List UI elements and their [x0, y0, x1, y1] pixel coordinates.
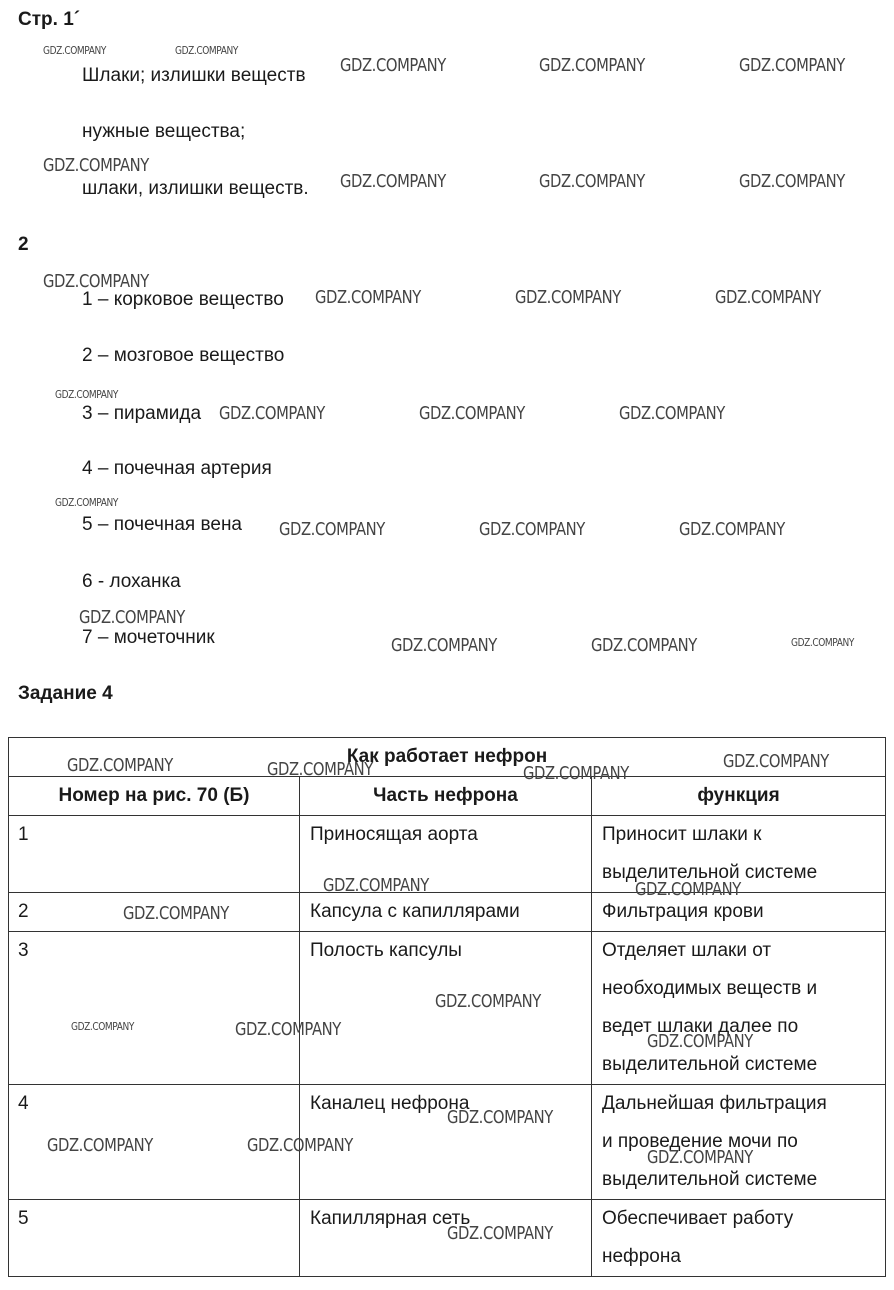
- answer-line-2: нужные вещества;: [82, 121, 246, 142]
- answer-line-3: шлаки, излишки веществ.: [82, 178, 309, 199]
- function-line: выделительной системе: [602, 862, 818, 883]
- row-number: 5: [9, 1200, 300, 1277]
- watermark: GDZ.COMPANY: [539, 171, 645, 192]
- kidney-part-2: 2 – мозговое вещество: [82, 345, 285, 366]
- header-function: функция: [592, 777, 886, 816]
- table-caption: Как работает нефрон: [9, 738, 886, 777]
- watermark: GDZ.COMPANY: [619, 403, 725, 424]
- watermark: GDZ.COMPANY: [71, 1020, 134, 1033]
- row-part: Капсула с капиллярами: [300, 893, 592, 932]
- section1-title: Стр. 1´: [18, 9, 81, 30]
- watermark: GDZ.COMPANY: [279, 519, 385, 540]
- watermark: GDZ.COMPANY: [435, 991, 541, 1012]
- kidney-part-5: 5 – почечная вена: [82, 514, 242, 535]
- watermark: GDZ.COMPANY: [175, 44, 238, 57]
- watermark: GDZ.COMPANY: [447, 1107, 553, 1128]
- row-number: 1: [9, 816, 300, 893]
- watermark: GDZ.COMPANY: [55, 388, 118, 401]
- watermark: GDZ.COMPANY: [235, 1019, 341, 1040]
- function-line: и проведение мочи по: [602, 1131, 798, 1152]
- watermark: GDZ.COMPANY: [523, 763, 629, 784]
- function-line: нефрона: [602, 1246, 681, 1267]
- watermark: GDZ.COMPANY: [515, 287, 621, 308]
- section2-title: 2: [18, 234, 29, 255]
- kidney-part-1: 1 – корковое вещество: [82, 289, 284, 310]
- watermark: GDZ.COMPANY: [647, 1147, 753, 1168]
- watermark: GDZ.COMPANY: [723, 751, 829, 772]
- watermark: GDZ.COMPANY: [315, 287, 421, 308]
- row-part: Полость капсулы: [300, 932, 592, 1085]
- watermark: GDZ.COMPANY: [43, 271, 149, 292]
- watermark: GDZ.COMPANY: [79, 607, 185, 628]
- function-line: Обеспечивает работу: [602, 1208, 794, 1229]
- watermark: GDZ.COMPANY: [739, 55, 845, 76]
- watermark: GDZ.COMPANY: [591, 635, 697, 656]
- header-number: Номер на рис. 70 (Б): [9, 777, 300, 816]
- watermark: GDZ.COMPANY: [123, 903, 229, 924]
- row-function: [592, 1085, 886, 1200]
- function-line: необходимых веществ и: [602, 978, 818, 999]
- row-number: 3: [9, 932, 300, 1085]
- row-part: Приносящая аорта: [300, 816, 592, 893]
- watermark: GDZ.COMPANY: [47, 1135, 153, 1156]
- watermark: GDZ.COMPANY: [391, 635, 497, 656]
- row-number: 4: [9, 1085, 300, 1200]
- function-line: Дальнейшая фильтрация: [602, 1093, 827, 1114]
- watermark: GDZ.COMPANY: [635, 879, 741, 900]
- watermark: GDZ.COMPANY: [323, 875, 429, 896]
- kidney-part-4: 4 – почечная артерия: [82, 458, 272, 479]
- watermark: GDZ.COMPANY: [539, 55, 645, 76]
- watermark: GDZ.COMPANY: [55, 496, 118, 509]
- kidney-part-3: 3 – пирамида: [82, 403, 202, 424]
- function-line: Приносит шлаки к: [602, 824, 762, 845]
- watermark: GDZ.COMPANY: [219, 403, 325, 424]
- row-part: Каналец нефрона: [300, 1085, 592, 1200]
- watermark: GDZ.COMPANY: [43, 155, 149, 176]
- row-function: [592, 1200, 886, 1277]
- watermark: GDZ.COMPANY: [647, 1031, 753, 1052]
- answer-line-1: Шлаки; излишки веществ: [82, 65, 306, 86]
- watermark: GDZ.COMPANY: [739, 171, 845, 192]
- watermark: GDZ.COMPANY: [267, 759, 373, 780]
- watermark: GDZ.COMPANY: [340, 55, 446, 76]
- function-line: Отделяет шлаки от: [602, 940, 772, 961]
- watermark: GDZ.COMPANY: [340, 171, 446, 192]
- watermark: GDZ.COMPANY: [715, 287, 821, 308]
- kidney-part-6: 6 - лоханка: [82, 571, 181, 592]
- watermark: GDZ.COMPANY: [247, 1135, 353, 1156]
- watermark: GDZ.COMPANY: [67, 755, 173, 776]
- row-number: 2: [9, 893, 300, 932]
- watermark: GDZ.COMPANY: [791, 636, 854, 649]
- function-line: выделительной системе: [602, 1054, 818, 1075]
- function-line: выделительной системе: [602, 1169, 818, 1190]
- watermark: GDZ.COMPANY: [43, 44, 106, 57]
- task4-title: Задание 4: [18, 683, 113, 704]
- watermark: GDZ.COMPANY: [447, 1223, 553, 1244]
- watermark: GDZ.COMPANY: [679, 519, 785, 540]
- row-function: [592, 932, 886, 1085]
- row-part: Капиллярная сеть: [300, 1200, 592, 1277]
- table-row: [9, 816, 886, 893]
- kidney-part-7: 7 – мочеточник: [82, 627, 215, 648]
- function-line: ведет шлаки далее по: [602, 1016, 799, 1037]
- function-line: Фильтрация крови: [602, 901, 764, 922]
- watermark: GDZ.COMPANY: [479, 519, 585, 540]
- header-part: Часть нефрона: [300, 777, 592, 816]
- watermark: GDZ.COMPANY: [419, 403, 525, 424]
